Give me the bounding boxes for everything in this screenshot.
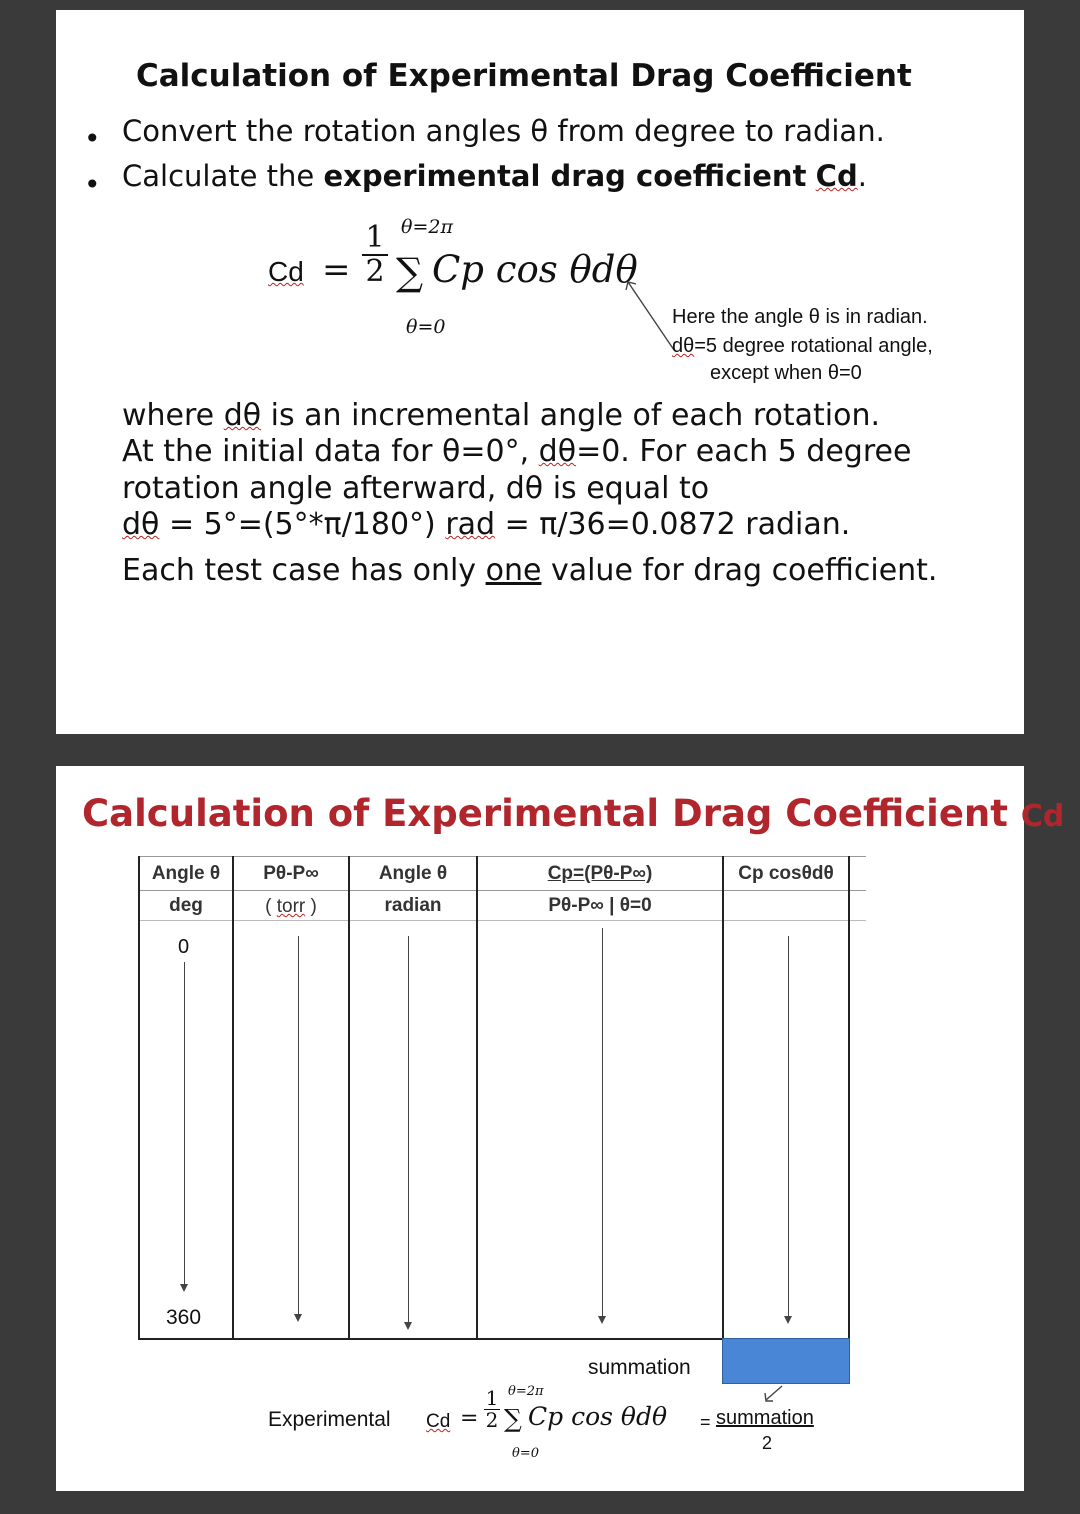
para-line-4-mid: = 5°=(5°*π/180°): [159, 507, 446, 542]
summation-box: [722, 1338, 850, 1384]
arrow-down-icon-col3: [408, 936, 409, 1328]
bottom-formula-lower: θ=0: [512, 1446, 539, 1461]
note-line-3: except when θ=0: [710, 362, 862, 384]
arrow-down-icon-col1: [184, 962, 185, 1290]
experimental-label: Experimental: [268, 1408, 391, 1431]
bullet-dot-1: •: [84, 122, 101, 155]
formula-body: Cp cos θdθ: [432, 248, 638, 291]
header-cp-1: Cp=(Pθ-P∞): [547, 863, 653, 884]
para-line-3: rotation angle afterward, dθ is equal to: [122, 471, 710, 506]
bullet-2-end: .: [857, 159, 867, 193]
note-dtheta: dθ: [672, 335, 695, 357]
para-line-5-post: value for drag coefficient.: [541, 553, 938, 588]
start-angle-value: 0: [178, 936, 190, 958]
formula-upper: θ=2π: [401, 216, 453, 238]
para-line-1-pre: where: [122, 398, 224, 433]
para-line-4-end: = π/36=0.0872 radian.: [495, 507, 851, 542]
para-line-5-one: one: [485, 553, 542, 588]
bullet-2-bold: experimental drag coefficient: [323, 159, 807, 193]
para-line-1: [122, 398, 880, 433]
para-line-4-rad: rad: [445, 507, 496, 542]
para-line-2-dtheta: dθ: [538, 434, 577, 469]
bottom-formula-equals-2: =: [700, 1412, 711, 1432]
bullet-2: [122, 159, 867, 193]
arrow-down-icon-col4: [602, 928, 603, 1322]
bottom-formula-upper: θ=2π: [508, 1384, 544, 1399]
arrow-down-icon-col2: [298, 936, 299, 1320]
bottom-formula-equals: =: [460, 1406, 479, 1431]
formula-den: 2: [365, 254, 385, 289]
para-line-4: [122, 507, 850, 542]
bottom-formula-num: 1: [485, 1386, 499, 1410]
formula-fraction: [362, 222, 388, 288]
formula-equals: =: [322, 250, 351, 290]
formula-lhs: Cd: [268, 256, 304, 287]
bullet-1: Convert the rotation angles θ from degree to radian.: [122, 114, 885, 148]
arrow-down-icon-col5: [788, 936, 789, 1322]
header-angle-deg-1: Angle θ: [151, 863, 221, 884]
para-line-2-post: =0. For each 5 degree: [576, 434, 912, 469]
header-angle-deg-2: deg: [169, 895, 203, 916]
header-angle-rad-1: Angle θ: [378, 863, 448, 884]
slide2-title: [82, 792, 1064, 835]
pointer-arrow-icon: [624, 276, 676, 352]
bottom-frac-numerator: summation: [716, 1407, 814, 1429]
header-pressure-1: Pθ-P∞: [263, 863, 319, 884]
header-angle-rad-2: radian: [384, 895, 442, 916]
summation-label: summation: [588, 1356, 691, 1379]
bottom-formula-lhs: Cd: [426, 1411, 451, 1432]
bottom-formula-den: 2: [485, 1408, 499, 1432]
note-line-2: [672, 335, 933, 358]
slide-top: [56, 10, 1024, 734]
formula-num: 1: [365, 220, 385, 255]
formula-lower: θ=0: [406, 316, 446, 338]
pointer-arrow-icon-bottom: [762, 1384, 784, 1404]
para-line-5: [122, 553, 937, 588]
bottom-frac-denominator: 2: [762, 1433, 773, 1453]
bottom-formula-sum-icon: ∑: [504, 1404, 522, 1433]
para-line-5-pre: Each test case has only: [122, 553, 486, 588]
header-cp-2: Pθ-P∞ | θ=0: [548, 895, 652, 916]
para-line-4-dtheta: dθ: [122, 507, 160, 542]
bottom-formula-body: Cp cos θdθ: [528, 1402, 668, 1431]
header-cp-cos: Cp cosθdθ: [738, 863, 834, 884]
bullet-2-cd: Cd: [815, 159, 858, 193]
para-line-1-post: is an incremental angle of each rotation.: [261, 398, 881, 433]
slide2-title-cd: Cd: [1020, 799, 1065, 834]
para-line-2-pre: At the initial data for θ=0°,: [122, 434, 539, 469]
note-line-2-rest: =5 degree rotational angle,: [694, 335, 933, 357]
bullet-dot-2: •: [84, 168, 101, 201]
note-line-1: Here the angle θ is in radian.: [672, 306, 928, 328]
header-pressure-unit: torr: [276, 896, 306, 917]
header-pressure-paren-close: ): [310, 896, 317, 917]
bullet-2-prefix: Calculate the: [122, 159, 315, 193]
end-angle-value: 360: [166, 1306, 202, 1329]
slide-bottom: [56, 766, 1065, 1491]
header-pressure-paren-open: (: [265, 896, 272, 917]
formula-sum-icon: ∑: [396, 250, 424, 294]
header-pressure-2: [234, 896, 348, 918]
para-line-2: [122, 434, 911, 469]
slide2-title-text: Calculation of Experimental Drag Coefficient: [82, 792, 1008, 835]
bottom-formula-fraction: [484, 1388, 500, 1431]
slide1-title: Calculation of Experimental Drag Coefficient: [136, 58, 912, 94]
para-line-1-dtheta: dθ: [223, 398, 262, 433]
